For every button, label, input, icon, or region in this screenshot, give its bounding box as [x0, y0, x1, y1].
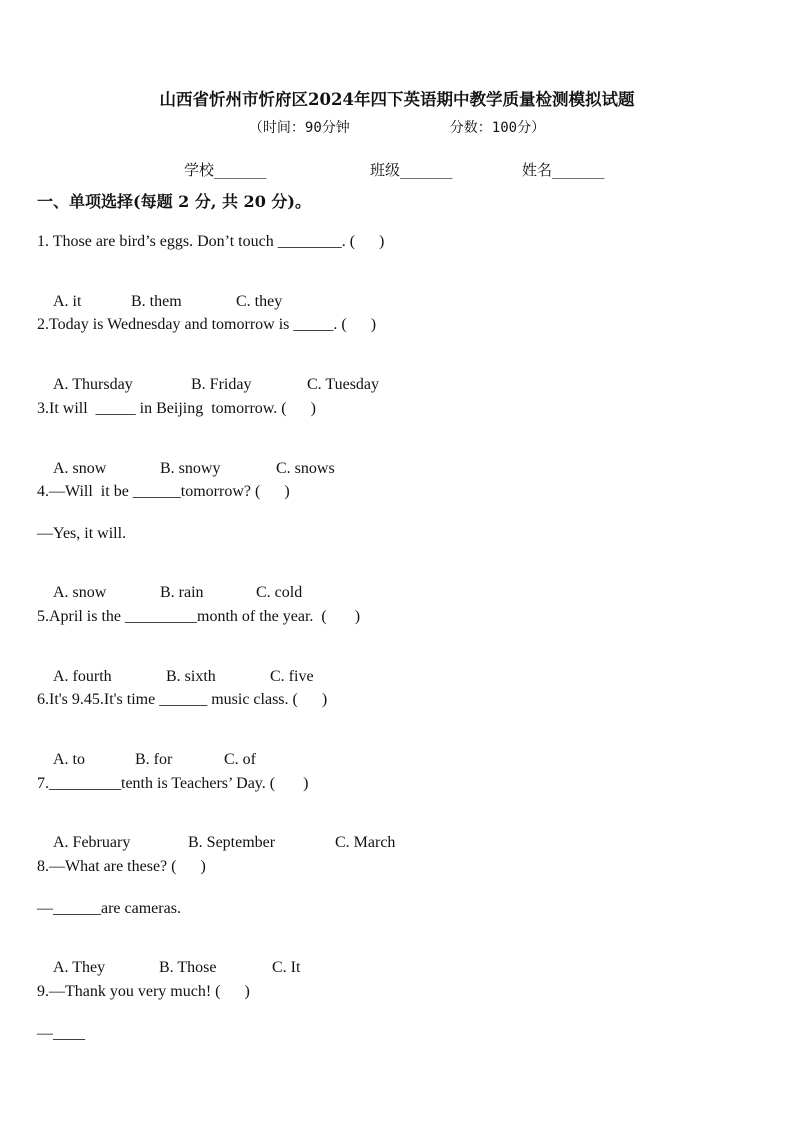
option-a[interactable]: A. February — [53, 834, 131, 851]
question-stem: 6.It's 9.45.It's time ______ music class. ( ) — [37, 691, 328, 708]
option-a[interactable]: A. snow — [53, 584, 107, 601]
option-a[interactable]: A. fourth — [53, 668, 112, 685]
section-title: 一、单项选择(每题 2 分, 共 20 分)。 — [37, 192, 311, 211]
exam-time: （时间：90分钟 — [248, 120, 350, 136]
question-stem: 1. Those are bird’s eggs. Don’t touch ________. ( ) — [37, 233, 385, 250]
student-fields — [184, 159, 605, 180]
option-c[interactable]: C. It — [272, 959, 301, 976]
question-stem: 8.—What are these? ( ) — [37, 858, 206, 875]
option-a[interactable]: A. to — [53, 751, 85, 768]
option-a[interactable]: A. snow — [53, 460, 107, 477]
question-stem: 4.—Will it be ______tomorrow? ( ) — [37, 483, 290, 500]
option-a[interactable]: A. Thursday — [53, 376, 133, 393]
exam-info — [0, 117, 794, 137]
school-field[interactable]: 学校_______ — [184, 161, 267, 179]
option-b[interactable]: B. Friday — [191, 376, 252, 393]
option-c[interactable]: C. they — [236, 293, 283, 310]
name-field[interactable]: 姓名_______ — [522, 161, 605, 179]
option-c[interactable]: C. cold — [256, 584, 303, 601]
option-c[interactable]: C. March — [335, 834, 396, 851]
option-b[interactable]: B. rain — [160, 584, 204, 601]
option-a[interactable]: A. They — [53, 959, 106, 976]
option-a[interactable]: A. it — [53, 293, 82, 310]
option-b[interactable]: B. them — [131, 293, 182, 310]
option-b[interactable]: B. snowy — [160, 460, 221, 477]
option-b[interactable]: B. sixth — [166, 668, 216, 685]
option-b[interactable]: B. Those — [159, 959, 217, 976]
option-c[interactable]: C. Tuesday — [307, 376, 380, 393]
option-c[interactable]: C. five — [270, 668, 314, 685]
question-stem: 2.Today is Wednesday and tomorrow is _____. ( ) — [37, 316, 377, 333]
question-answer-line: —____ — [37, 1025, 85, 1042]
question-stem: 3.It will _____ in Beijing tomorrow. ( ) — [37, 400, 316, 417]
question-answer-line: —______are cameras. — [37, 900, 181, 917]
class-field[interactable]: 班级_______ — [370, 161, 453, 179]
option-b[interactable]: B. September — [188, 834, 276, 851]
option-c[interactable]: C. snows — [276, 460, 335, 477]
question-stem: 5.April is the _________month of the year. ( ) — [37, 608, 361, 625]
question-stem: 9.—Thank you very much! ( ) — [37, 983, 250, 1000]
question-stem: 7._________tenth is Teachers’ Day. ( ) — [37, 775, 309, 792]
question-answer-line: —Yes, it will. — [37, 525, 127, 542]
option-b[interactable]: B. for — [135, 751, 173, 768]
page-title: 山西省忻州市忻府区2024年四下英语期中教学质量检测模拟试题 — [159, 90, 635, 109]
exam-score: 分数：100分） — [449, 120, 546, 136]
option-c[interactable]: C. of — [224, 751, 256, 768]
